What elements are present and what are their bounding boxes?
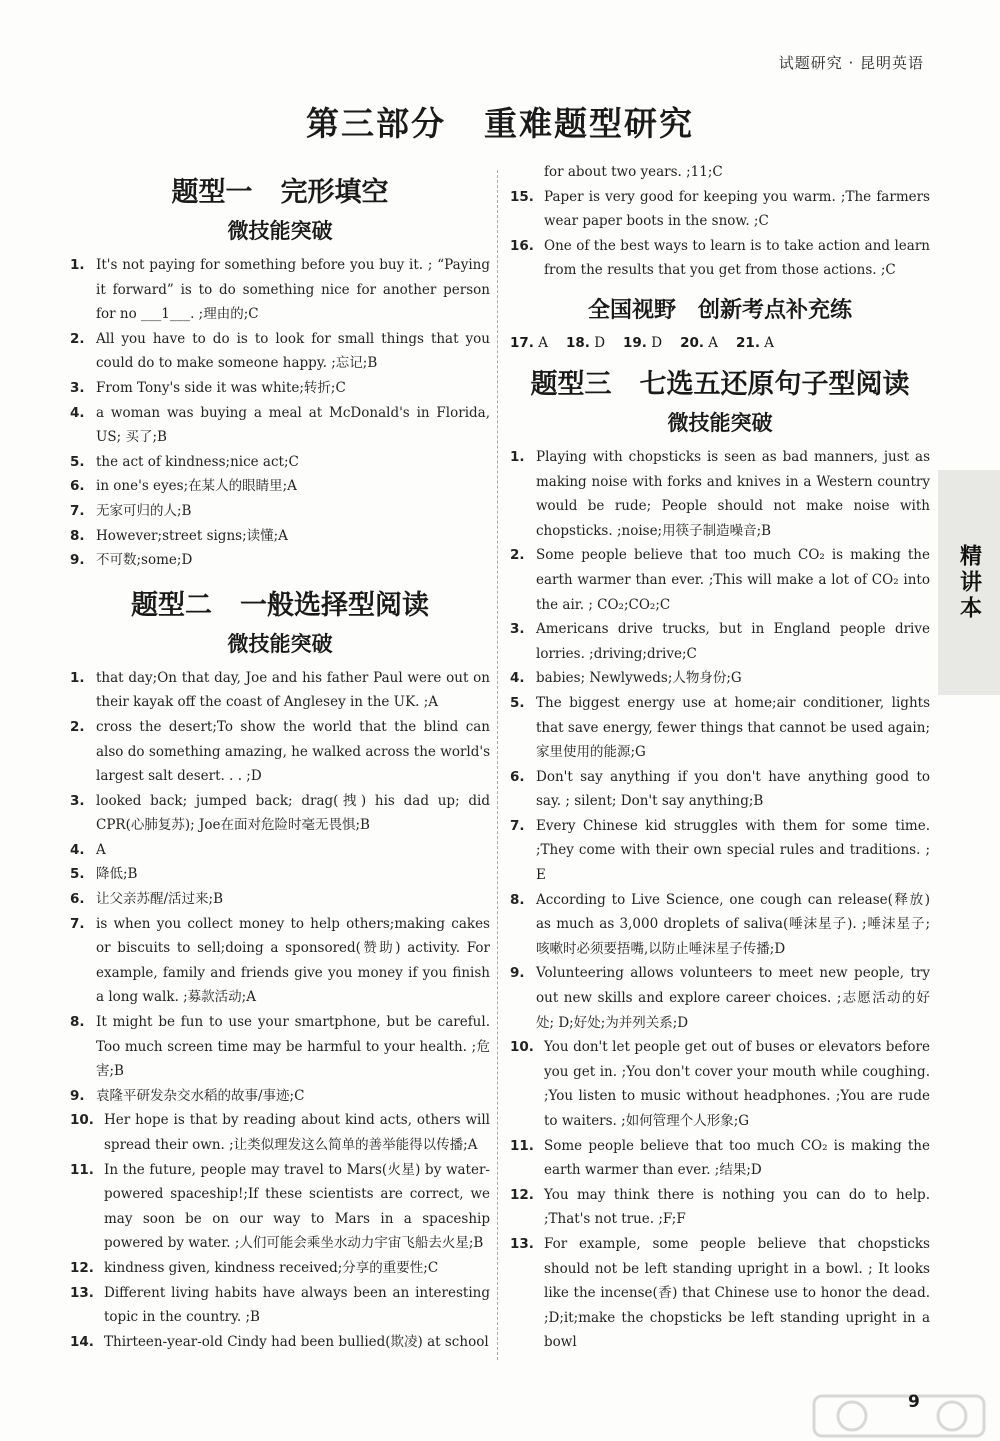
list-item xyxy=(70,887,490,912)
item-number: 12. xyxy=(510,1186,534,1203)
item-number: 9. xyxy=(70,552,85,569)
list-item xyxy=(70,401,490,450)
item-text: Her hope is that by reading about kind acts, others will spread their own. ;让类似理发这么简单的善举能得以传播;A xyxy=(104,1112,490,1153)
item-number: 12. xyxy=(70,1259,94,1276)
item-text: According to Live Science, one cough can release(释放) as much as 3,000 droplets of saliva(唾沫星子). ;唾沫星子; 咳嗽时必须要捂嘴,以防止唾沫星子传播;D xyxy=(536,891,930,957)
item-text: is when you collect money to help others;making cakes or biscuits to sell;doing a sponsored(赞助) activity. For example, family and friends give you money if you finish a long walk. ;募款活动;A xyxy=(96,915,490,1006)
item-text: However;street signs;读懂;A xyxy=(96,527,288,544)
item-text: kindness given, kindness received;分享的重要性;C xyxy=(104,1259,439,1276)
list-item xyxy=(70,474,490,499)
list-item xyxy=(70,838,490,863)
item-text: Thirteen-year-old Cindy had been bullied(欺凌) at school xyxy=(104,1333,489,1350)
item-text: a woman was buying a meal at McDonald's in Florida, US; 买了;B xyxy=(96,404,490,446)
item-number: 2. xyxy=(70,330,85,347)
answer-list-cloze xyxy=(70,253,490,573)
answer-number: 21. xyxy=(736,334,760,351)
item-number: 6. xyxy=(70,891,85,908)
list-item xyxy=(510,814,930,888)
part-label: 第三部分 xyxy=(306,104,446,143)
answer-value: A xyxy=(538,334,548,351)
item-number: 5. xyxy=(70,866,85,883)
list-item xyxy=(70,253,490,327)
continued-text: for about two years. ;11;C xyxy=(544,164,723,180)
list-item xyxy=(510,1232,930,1355)
item-number: 15. xyxy=(510,188,534,205)
answer-value: D xyxy=(594,334,606,351)
list-item xyxy=(510,234,930,283)
part-title xyxy=(0,98,1000,145)
part-name: 重难题型研究 xyxy=(484,104,694,143)
list-item xyxy=(70,376,490,401)
item-text: babies; Newlyweds;人物身份;G xyxy=(536,670,742,687)
list-item xyxy=(70,1010,490,1084)
subsection-title: 微技能突破 xyxy=(227,219,333,243)
list-item xyxy=(70,789,490,838)
item-text: Playing with chopsticks is seen as bad manners, just as making noise with forks and knives in a Western country would be rude; People should not make noise with chopsticks. ;noise;用筷子制造噪音;B xyxy=(536,448,930,539)
national-answers xyxy=(510,330,930,356)
section-title-national: 全国视野 创新考点补充练 xyxy=(587,297,853,323)
item-number: 5. xyxy=(510,694,525,711)
answer-list-seven-five xyxy=(510,445,930,1355)
list-item xyxy=(70,715,490,789)
item-number: 7. xyxy=(70,915,85,932)
list-item xyxy=(510,666,930,691)
list-item xyxy=(510,691,930,765)
item-text: For example, some people believe that chopsticks should not be left standing upright in a bowl. ; It looks like the incense(香) that Chinese use to honor the dead. ;D;it;make the chopsticks be left standing upright in a bowl xyxy=(544,1235,930,1351)
item-text: In the future, people may travel to Mars(火星) by water-powered spaceship!;If these scientists are correct, we may soon be on our way to Mars in a spaceship powered by water. ;人们可能会乘坐水动力宇宙飞船去火星;B xyxy=(104,1161,490,1252)
list-item xyxy=(510,1035,930,1133)
subsection-title: 微技能突破 xyxy=(667,410,773,435)
answer-number: 18. xyxy=(565,334,590,351)
left-column xyxy=(70,168,490,1354)
item-number: 3. xyxy=(70,379,85,396)
list-item xyxy=(70,450,490,475)
watermark-logo xyxy=(812,1392,992,1440)
section-title-cloze: 题型一 完形填空 xyxy=(171,177,389,208)
item-number: 8. xyxy=(70,1014,85,1031)
list-item xyxy=(510,1183,930,1232)
item-text: 不可数;some;D xyxy=(96,552,193,569)
item-number: 3. xyxy=(70,792,85,809)
item-number: 4. xyxy=(70,404,85,421)
list-item xyxy=(70,1108,490,1157)
item-text: in one's eyes;在某人的眼睛里;A xyxy=(96,478,297,495)
item-text: 无家可归的人;B xyxy=(96,502,192,519)
list-item xyxy=(510,765,930,814)
item-number: 7. xyxy=(70,502,85,519)
item-number: 9. xyxy=(510,965,525,982)
list-item xyxy=(510,961,930,1035)
item-number: 2. xyxy=(70,718,85,735)
item-text: One of the best ways to learn is to take action and learn from the results that you get from those actions. ;C xyxy=(544,237,930,279)
list-item xyxy=(510,185,930,234)
item-number: 13. xyxy=(70,1284,94,1301)
subsection-title: 微技能突破 xyxy=(227,631,333,656)
item-text: From Tony's side it was white;转折;C xyxy=(96,379,346,396)
item-text: Don't say anything if you don't have anything good to say. ; silent; Don't say anything;B xyxy=(536,768,930,810)
list-item xyxy=(510,445,930,543)
item-text: looked back; jumped back; drag(拽) his dad up; did CPR(心肺复苏); Joe在面对危险时毫无畏惧;B xyxy=(96,792,490,834)
list-item xyxy=(510,1134,930,1183)
item-text: Paper is very good for keeping you warm. ;The farmers wear paper boots in the snow. ;C xyxy=(544,188,930,230)
item-number: 6. xyxy=(510,768,525,785)
item-number: 7. xyxy=(510,817,525,834)
item-text: the act of kindness;nice act;C xyxy=(96,453,299,470)
answer-value: D xyxy=(651,334,663,351)
item-number: 11. xyxy=(510,1137,534,1154)
list-item xyxy=(70,327,490,376)
item-number: 9. xyxy=(70,1087,85,1104)
list-item xyxy=(510,888,930,962)
item-number: 8. xyxy=(510,891,525,908)
item-number: 1. xyxy=(510,448,525,465)
item-number: 10. xyxy=(510,1039,534,1056)
item-number: 1. xyxy=(70,669,85,686)
answer-value: A xyxy=(764,334,774,351)
answer-number: 17. xyxy=(510,334,534,351)
item-text: Some people believe that too much CO₂ is making the earth warmer than ever. ;This will make a lot of CO₂ into the air. ; CO₂;CO₂;C xyxy=(536,547,930,613)
list-item xyxy=(70,862,490,887)
list-item xyxy=(70,1084,490,1109)
item-number: 1. xyxy=(70,257,85,273)
list-item xyxy=(510,617,930,666)
list-item xyxy=(70,912,490,1010)
right-column xyxy=(510,160,930,1355)
list-item xyxy=(70,666,490,715)
item-text: All you have to do is to look for small things that you could do to make someone happy. ;忘记;B xyxy=(96,330,490,372)
item-number: 4. xyxy=(510,670,525,687)
item-text: that day;On that day, Joe and his father Paul were out on their kayak off the coast of Anglesey in the UK. ;A xyxy=(96,669,490,711)
item-number: 5. xyxy=(70,453,85,470)
item-number: 16. xyxy=(510,237,534,254)
item-text: A xyxy=(96,841,106,858)
item-text: Every Chinese kid struggles with them for some time. ;They come with their own special rules and traditions. ; E xyxy=(536,817,930,884)
item-number: 14. xyxy=(70,1333,94,1350)
item-number: 8. xyxy=(70,527,85,544)
list-item xyxy=(70,1256,490,1281)
item-text: Some people believe that too much CO₂ is making the earth warmer than ever. ;结果;D xyxy=(544,1137,930,1179)
item-text: It might be fun to use your smartphone, but be careful. Too much screen time may be harmful to your health. ;危害;B xyxy=(96,1014,490,1080)
item-text: 袁隆平研发杂交水稻的故事/事迹;C xyxy=(96,1087,305,1104)
item-text: cross the desert;To show the world that the blind can also do something amazing, he walked across the world's largest salt desert. . . ;D xyxy=(96,718,490,785)
item-number: 13. xyxy=(510,1235,534,1252)
item-text: You don't let people get out of buses or elevators before you get in. ;You don't cover your mouth while coughing. ;You listen to music without headphones. ;You are rude to waiters. ;如何管理个人形象;G xyxy=(544,1039,930,1129)
item-number: 11. xyxy=(70,1161,94,1178)
item-number: 2. xyxy=(510,547,525,564)
list-item xyxy=(70,1330,490,1355)
list-item xyxy=(70,499,490,524)
item-text: 降低;B xyxy=(96,866,138,883)
page-number: 9 xyxy=(908,1392,920,1412)
item-text: The biggest energy use at home;air conditioner, lights that save energy, fewer things that cannot be used again;家里使用的能源;G xyxy=(536,694,930,761)
side-tab xyxy=(938,470,1000,695)
item-text: Different living habits have always been an interesting topic in the country. ;B xyxy=(104,1284,490,1326)
item-text: You may think there is nothing you can do to help. ;That's not true. ;F;F xyxy=(544,1186,930,1228)
answer-value: A xyxy=(708,334,719,351)
item-number: 6. xyxy=(70,478,85,495)
answer-number: 19. xyxy=(623,334,647,351)
item-text: 让父亲苏醒/活过来;B xyxy=(96,891,224,908)
section-title-seven-five: 题型三 七选五还原句子型阅读 xyxy=(530,368,910,400)
answer-list-reading xyxy=(70,666,490,1355)
item-number: 10. xyxy=(70,1112,94,1129)
section-title-reading: 题型二 一般选择型阅读 xyxy=(131,589,429,621)
list-item xyxy=(70,524,490,549)
item-text: Americans drive trucks, but in England people drive lorries. ;driving;drive;C xyxy=(536,621,930,662)
item-number: 4. xyxy=(70,841,85,858)
list-item xyxy=(510,543,930,617)
answer-number: 20. xyxy=(680,334,704,351)
list-item xyxy=(70,548,490,573)
side-tab-label: 精讲本 xyxy=(956,543,982,622)
answer-list-reading-cont xyxy=(510,185,930,283)
item-number: 3. xyxy=(510,621,525,638)
item-text: It's not paying for something before you buy it. ; “Paying it forward” is to do something nice for another person for no ___1___. ;理由的;C xyxy=(96,257,490,323)
column-divider xyxy=(497,170,498,1360)
list-item xyxy=(70,1281,490,1330)
list-item xyxy=(70,1158,490,1256)
running-header: 试题研究 · 昆明英语 xyxy=(778,54,924,72)
item-text: Volunteering allows volunteers to meet new people, try out new skills and explore career choices. ;志愿活动的好处; D;好处;为并列关系;D xyxy=(536,965,930,1031)
